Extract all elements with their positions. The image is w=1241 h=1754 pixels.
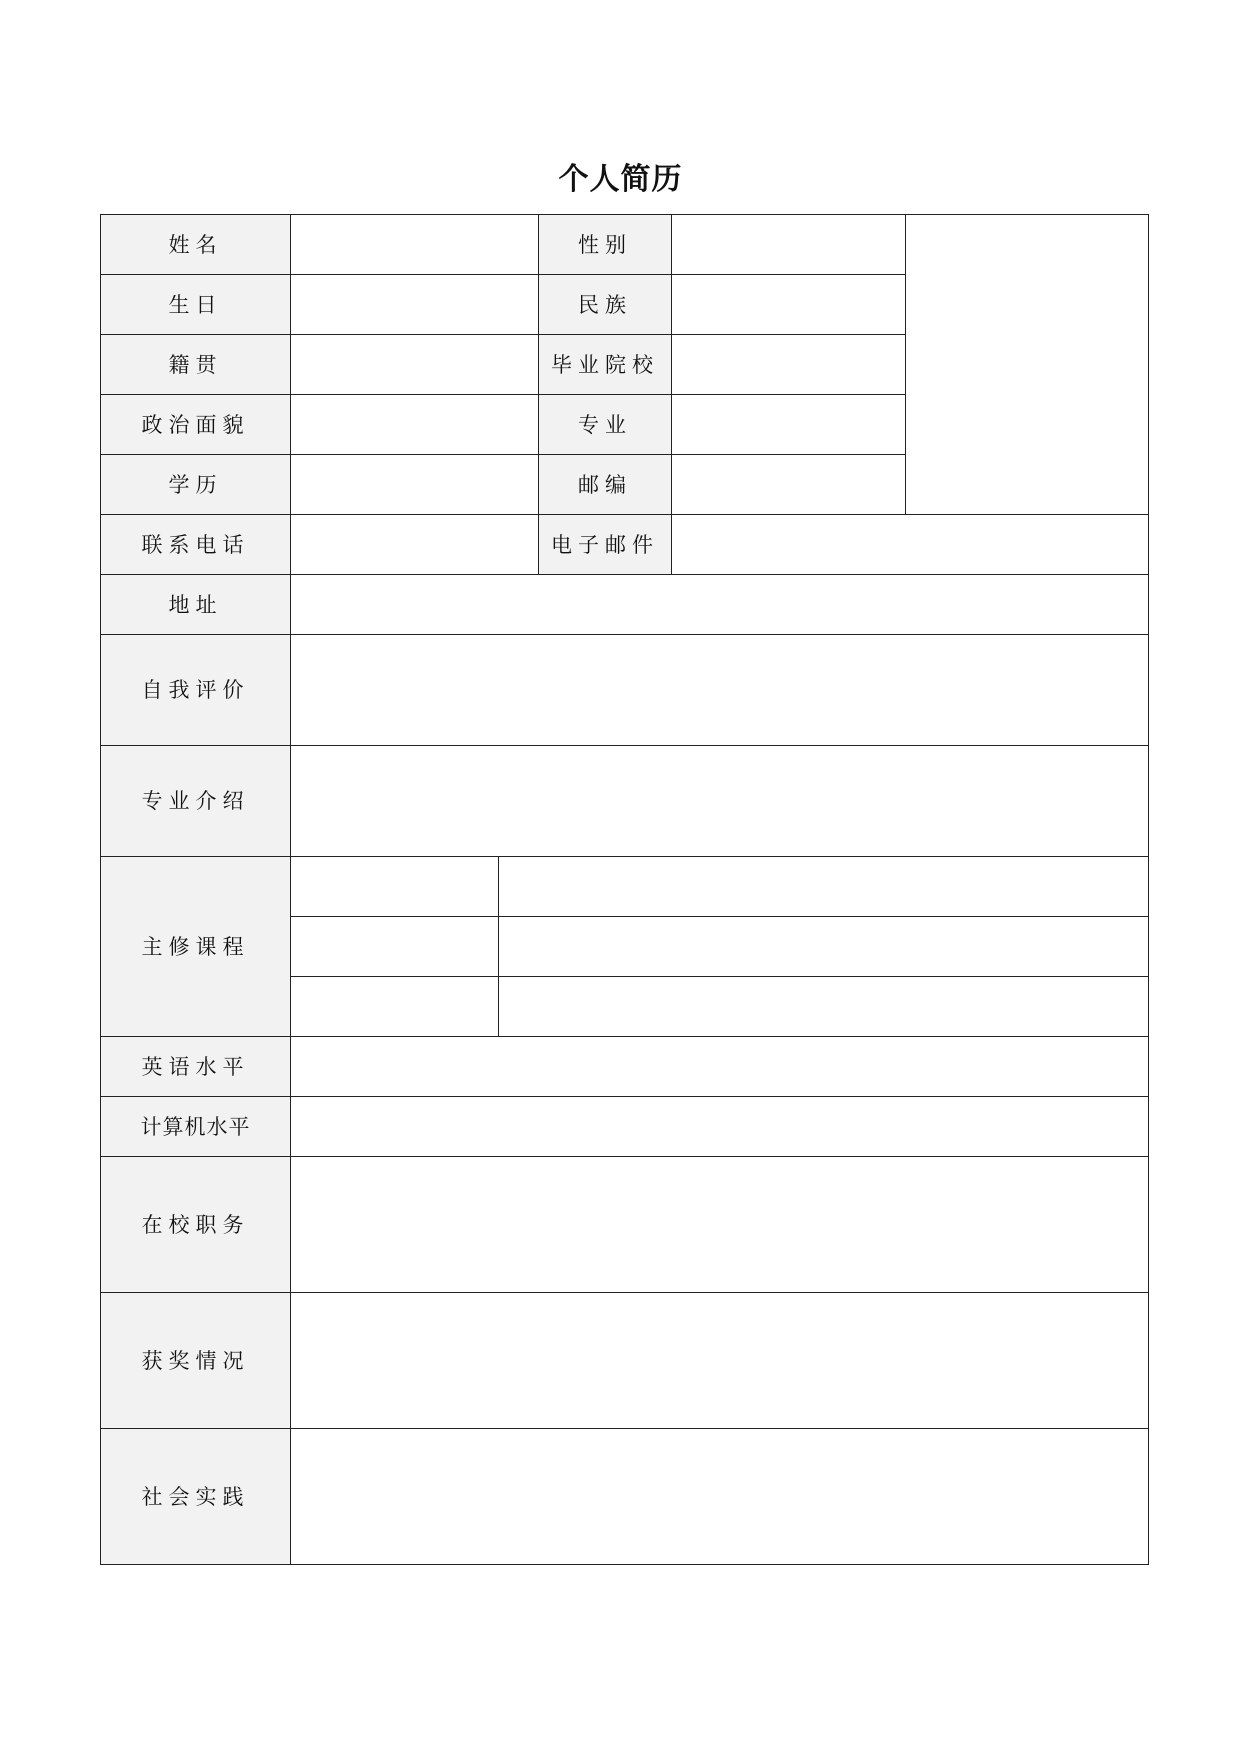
- field-school[interactable]: [672, 335, 906, 395]
- resume-table: [100, 214, 1149, 1565]
- row-computer-level: [101, 1097, 1149, 1157]
- row-awards: [101, 1293, 1149, 1429]
- field-major[interactable]: [672, 395, 906, 455]
- field-computer-level[interactable]: [291, 1097, 1149, 1157]
- label-major-intro: 专业介绍: [101, 746, 291, 857]
- row-self-evaluation: [101, 635, 1149, 746]
- field-course-name[interactable]: [291, 917, 499, 977]
- label-school-positions: 在校职务: [101, 1157, 291, 1293]
- label-native-place: 籍贯: [101, 335, 291, 395]
- label-birthday: 生日: [101, 275, 291, 335]
- field-political-status[interactable]: [291, 395, 539, 455]
- label-political-status: 政治面貌: [101, 395, 291, 455]
- label-awards: 获奖情况: [101, 1293, 291, 1429]
- field-english-level[interactable]: [291, 1037, 1149, 1097]
- label-gender: 性别: [539, 215, 672, 275]
- row-courses-1: [101, 857, 1149, 917]
- field-course-name[interactable]: [291, 857, 499, 917]
- field-name[interactable]: [291, 215, 539, 275]
- field-course-detail[interactable]: [499, 857, 1149, 917]
- field-self-evaluation[interactable]: [291, 635, 1149, 746]
- label-computer-level: 计算机水平: [101, 1097, 291, 1157]
- label-name: 姓名: [101, 215, 291, 275]
- field-course-detail[interactable]: [499, 977, 1149, 1037]
- row-contact: [101, 515, 1149, 575]
- label-social-practice: 社会实践: [101, 1429, 291, 1565]
- field-gender[interactable]: [672, 215, 906, 275]
- field-birthday[interactable]: [291, 275, 539, 335]
- field-awards[interactable]: [291, 1293, 1149, 1429]
- field-postcode[interactable]: [672, 455, 906, 515]
- field-email[interactable]: [672, 515, 1149, 575]
- field-course-name[interactable]: [291, 977, 499, 1037]
- label-major: 专业: [539, 395, 672, 455]
- label-education: 学历: [101, 455, 291, 515]
- row-english-level: [101, 1037, 1149, 1097]
- row-address: [101, 575, 1149, 635]
- label-school: 毕业院校: [539, 335, 672, 395]
- row-major-intro: [101, 746, 1149, 857]
- row-school-positions: [101, 1157, 1149, 1293]
- label-email: 电子邮件: [539, 515, 672, 575]
- label-ethnicity: 民族: [539, 275, 672, 335]
- field-ethnicity[interactable]: [672, 275, 906, 335]
- label-address: 地址: [101, 575, 291, 635]
- label-courses: 主修课程: [101, 857, 291, 1037]
- field-education[interactable]: [291, 455, 539, 515]
- row-name: [101, 215, 1149, 275]
- field-address[interactable]: [291, 575, 1149, 635]
- page-title: 个人简历: [558, 162, 683, 197]
- label-postcode: 邮编: [539, 455, 672, 515]
- label-self-evaluation: 自我评价: [101, 635, 291, 746]
- field-social-practice[interactable]: [291, 1429, 1149, 1565]
- row-social-practice: [101, 1429, 1149, 1565]
- field-native-place[interactable]: [291, 335, 539, 395]
- label-phone: 联系电话: [101, 515, 291, 575]
- photo-box[interactable]: [906, 215, 1149, 515]
- field-phone[interactable]: [291, 515, 539, 575]
- field-course-detail[interactable]: [499, 917, 1149, 977]
- field-school-positions[interactable]: [291, 1157, 1149, 1293]
- label-english-level: 英语水平: [101, 1037, 291, 1097]
- field-major-intro[interactable]: [291, 746, 1149, 857]
